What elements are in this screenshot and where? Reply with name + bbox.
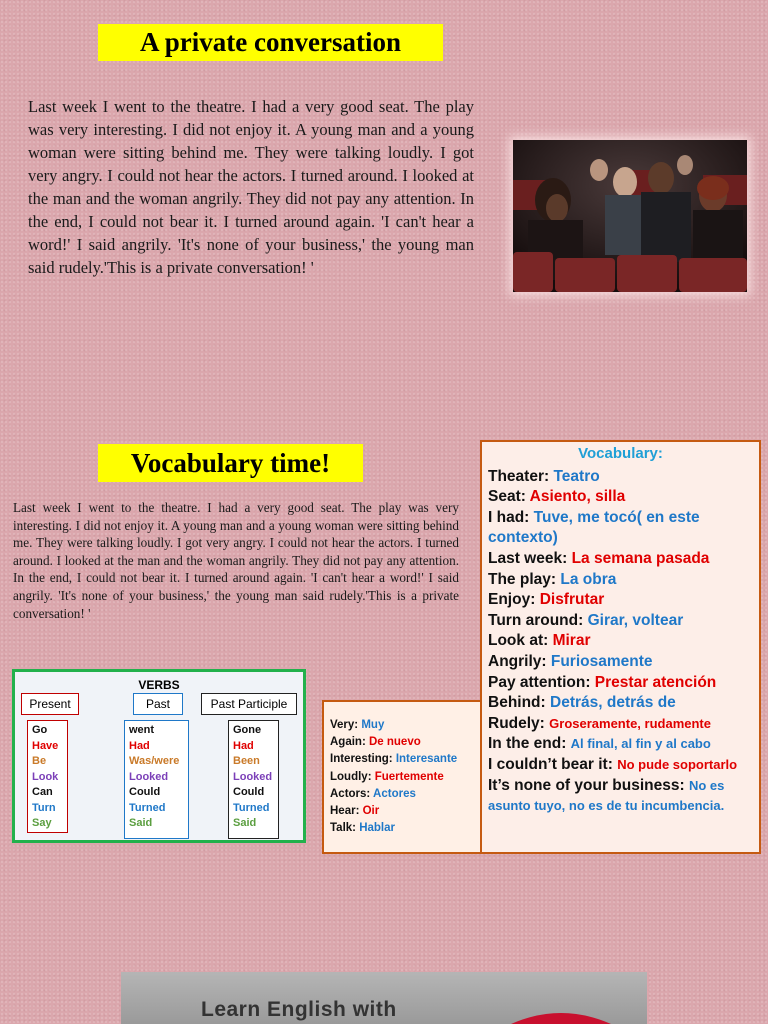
vocab-translation: Tuve, me tocó( en este contexto) [488,508,700,547]
vocab-term: Behind: [488,694,546,712]
vocab-line [488,508,753,549]
vocabulary-box [480,440,761,854]
vocabulary-heading: Vocabulary time! [98,444,363,482]
vocab-translation: Prestar atención [594,673,717,691]
theatre-audience-image [513,140,747,292]
vocab-translation: Mirar [552,632,591,650]
vocab-line [330,786,476,803]
vocab-term: Loudly: [330,770,372,783]
vocab-line [488,631,753,652]
vocab-translation: Teatro [553,467,600,485]
vocab-line [488,714,753,735]
verb-cell: went [129,724,155,736]
vocab-line [330,803,476,820]
verb-cell: Was/were [129,755,180,767]
verbs-table [12,669,306,843]
verb-cell: Be [32,755,47,767]
verb-cell: Looked [129,770,169,783]
vocab-term: Look at: [488,632,549,650]
past-column [124,720,189,839]
verb-cell: Turned [129,801,166,814]
vocab-term: Actors: [330,787,371,800]
verb-cell: Can [32,786,53,798]
vocab-translation: La obra [560,570,617,588]
banner-text: Learn English with [201,998,397,1021]
verb-cell: Turned [233,801,270,814]
verbs-title: VERBS [138,678,180,692]
vocab-line [330,751,476,768]
verb-cell: Looked [233,770,273,783]
verb-cell: Had [129,739,150,752]
present-column [27,720,68,833]
vocab-term: Pay attention: [488,673,591,691]
vocab-term: Turn around: [488,611,584,629]
vocab-line [488,673,753,694]
verb-cell: Turn [32,801,56,814]
story-text-small: Last week I went to the theatre. I had a very good seat. The play was very interesting. I did not enjoy it. A young man and a young woman were sitting behind me. They were talking loudly. I got very angry. I could not hear the actors. I turned around. I looked at the man and the woman angrily. They did not pay any attention. In the end, I could not bear it. I turned around again. 'I can't hear a word!' I said angrily. 'It's none of your business,' the young man said rudely.'This is a private conversation! ' [13,500,459,621]
verb-cell: Been [233,755,260,767]
verb-cell: Could [233,786,265,798]
vocab-translation: Girar, voltear [587,611,684,629]
vocab-translation: Furiosamente [550,652,653,670]
vocab-translation: Muy [361,719,385,731]
past-header: Past [133,693,183,715]
vocab-line [330,717,476,734]
vocab-term: Last week: [488,549,568,567]
vocab-line [488,590,753,611]
verb-cell: Could [129,786,161,798]
verb-cell: Look [32,770,59,783]
vocab-line [488,611,753,632]
vocab-term: The play: [488,570,557,588]
present-header: Present [21,693,79,715]
vocab-term: Angrily: [488,652,547,670]
vocab-line [488,693,753,714]
story-text: Last week I went to the theatre. I had a very good seat. The play was very interesting. I did not enjoy it. A young man and a young woman were sitting behind me. They were talking loudly. I got very angry. I could not hear the actors. I turned around. I looked at the man and the woman angrily. They did not pay any attention. In the end, I could not bear it. I turned around again. 'I can't hear a word!' I said angrily. 'It's none of your business,' the young man said rudely.'This is a private conversation! ' [28,97,474,277]
page-title: A private conversation [98,24,443,61]
theatre-audience-photo [513,140,747,292]
vocab-translation: Groseramente, rudamente [549,715,711,731]
vocab-line [488,734,753,755]
vocab-line [488,755,753,776]
vocab-term: Rudely: [488,714,545,732]
past-participle-column [228,720,279,839]
vocab-translation: Actores [373,787,416,800]
vocab-term: I had: [488,508,530,526]
bottom-banner [121,972,647,1024]
vocab-translation: La semana pasada [571,549,710,567]
past-participle-header: Past Participle [201,693,297,715]
vocab-term: Theater: [488,467,550,485]
vocab-line [330,734,476,751]
verb-cell: Had [233,739,254,752]
vocab-term: It’s none of your business: [488,776,685,794]
vocab-term: I couldn’t bear it: [488,755,613,773]
vocab-line [488,467,753,488]
vocab-translation: Detrás, detrás de [550,694,676,712]
vocab-term: Enjoy: [488,591,536,609]
vocab-translation: Asiento, silla [529,488,626,506]
vocab-translation: No pude soportarlo [617,756,738,772]
verb-cell: Gone [233,724,262,736]
verb-cell: Said [129,817,153,829]
vocab-translation: Oir [362,805,380,818]
small-vocabulary-box [322,700,484,854]
vocab-term: Very: [330,719,359,731]
vocab-translation: Hablar [359,822,395,835]
verb-cell: Have [32,739,59,752]
vocabulary-title: Vocabulary: [578,445,663,462]
verb-cell: Say [32,817,52,829]
vocab-term: Seat: [488,488,526,506]
vocab-translation: No es asunto tuyo, no es de tu incumbencia. [488,777,725,814]
vocab-line [488,570,753,591]
vocab-term: Interesting: [330,753,393,766]
verb-cell: Said [233,817,257,829]
vocab-line [330,769,476,786]
vocab-translation: Interesante [395,753,458,766]
verb-cell: Go [32,724,48,736]
vocab-line [488,776,753,817]
vocab-line [488,652,753,673]
vocab-translation: De nuevo [368,736,421,749]
vocab-term: Hear: [330,805,360,818]
vocab-translation: Al final, al fin y al cabo [570,736,711,752]
vocab-line [488,549,753,570]
vocab-translation: Fuertemente [374,770,444,783]
logo-fragment-icon [501,972,621,1024]
vocab-term: In the end: [488,735,567,753]
vocab-translation: Disfrutar [539,591,605,609]
vocab-term: Again: [330,736,366,749]
vocab-line [330,820,476,837]
vocab-line [488,487,753,508]
vocab-term: Talk: [330,822,356,835]
